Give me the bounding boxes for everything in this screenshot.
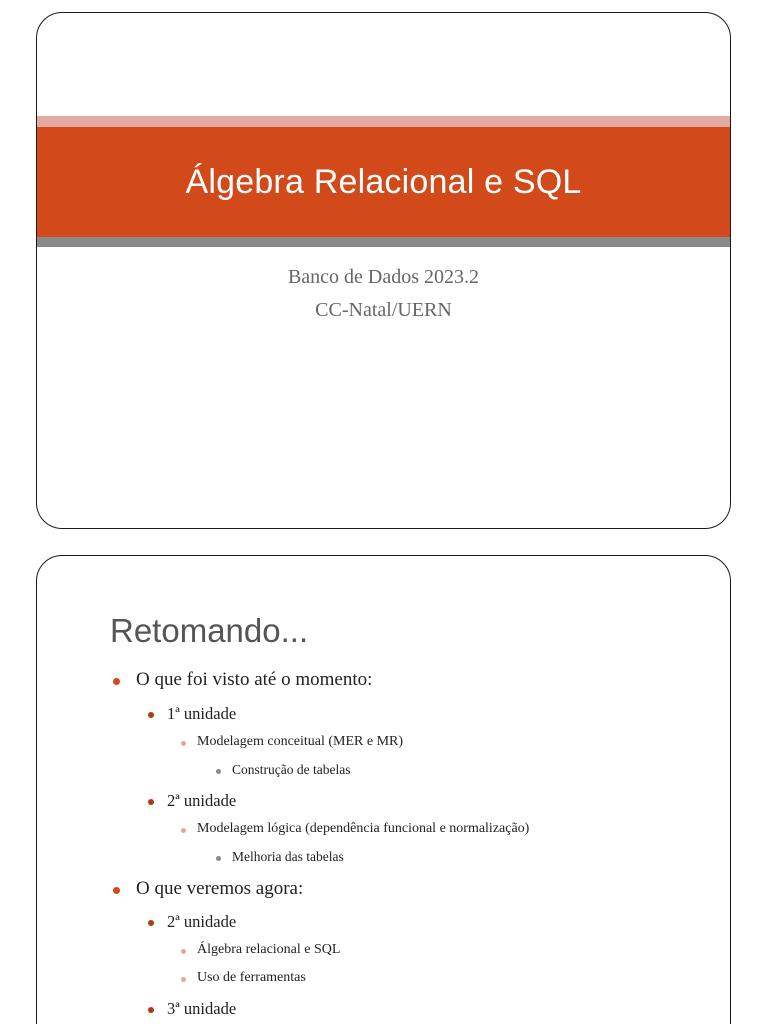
bullet-dot-icon	[181, 949, 186, 954]
slide-subtitle	[37, 261, 730, 327]
slide-title	[36, 12, 731, 529]
bullet-text: 2ª unidade	[167, 791, 237, 810]
bullet-text: Construção de tabelas	[232, 762, 351, 777]
bullet-dot-icon	[148, 799, 154, 805]
bullet-text: Uso de ferramentas	[197, 970, 306, 985]
bullet-item	[197, 942, 340, 958]
accent-band-light	[37, 116, 730, 127]
bullet-dot-icon	[148, 920, 154, 926]
bullet-item	[167, 704, 236, 724]
bullet-dot-icon	[181, 828, 186, 833]
bullet-text: Melhoria das tabelas	[232, 849, 344, 864]
bullet-item	[197, 734, 403, 750]
bullet-item	[232, 849, 344, 865]
bullet-text: 2ª unidade	[167, 912, 237, 931]
slide-recap	[36, 555, 731, 1024]
bullet-item	[167, 912, 236, 932]
bullet-dot-icon	[181, 977, 186, 982]
bullet-item	[232, 762, 350, 778]
bullet-dot-icon	[181, 741, 186, 746]
bullet-item	[197, 970, 306, 986]
bullet-text: 1ª unidade	[167, 704, 237, 723]
bullet-dot-icon	[113, 887, 120, 894]
title-band	[37, 127, 730, 237]
bullet-item	[167, 999, 236, 1019]
subtitle-institution: CC-Natal/UERN	[315, 299, 452, 321]
bullet-text: Modelagem lógica (dependência funcional e normalização)	[197, 821, 530, 836]
bullet-text: O que veremos agora:	[136, 878, 304, 899]
bullet-outline	[37, 556, 730, 1024]
bullet-dot-icon	[113, 678, 120, 685]
bullet-text: 3ª unidade	[167, 999, 237, 1018]
bullet-item	[136, 669, 372, 691]
bullet-dot-icon	[216, 769, 221, 774]
bullet-dot-icon	[148, 1007, 154, 1013]
slide-heading: Retomando...	[110, 612, 309, 649]
bullet-text: Álgebra relacional e SQL	[197, 942, 341, 957]
subtitle-course: Banco de Dados 2023.2	[287, 266, 480, 288]
accent-band-gray	[37, 237, 730, 247]
bullet-dot-icon	[148, 712, 154, 718]
bullet-text: O que foi visto até o momento:	[136, 669, 373, 690]
bullet-item	[167, 791, 236, 811]
bullet-item	[136, 878, 303, 900]
bullet-dot-icon	[216, 856, 221, 861]
slide-title-text: Álgebra Relacional e SQL	[185, 162, 582, 201]
bullet-item	[197, 821, 529, 837]
bullet-text: Modelagem conceitual (MER e MR)	[197, 734, 404, 749]
